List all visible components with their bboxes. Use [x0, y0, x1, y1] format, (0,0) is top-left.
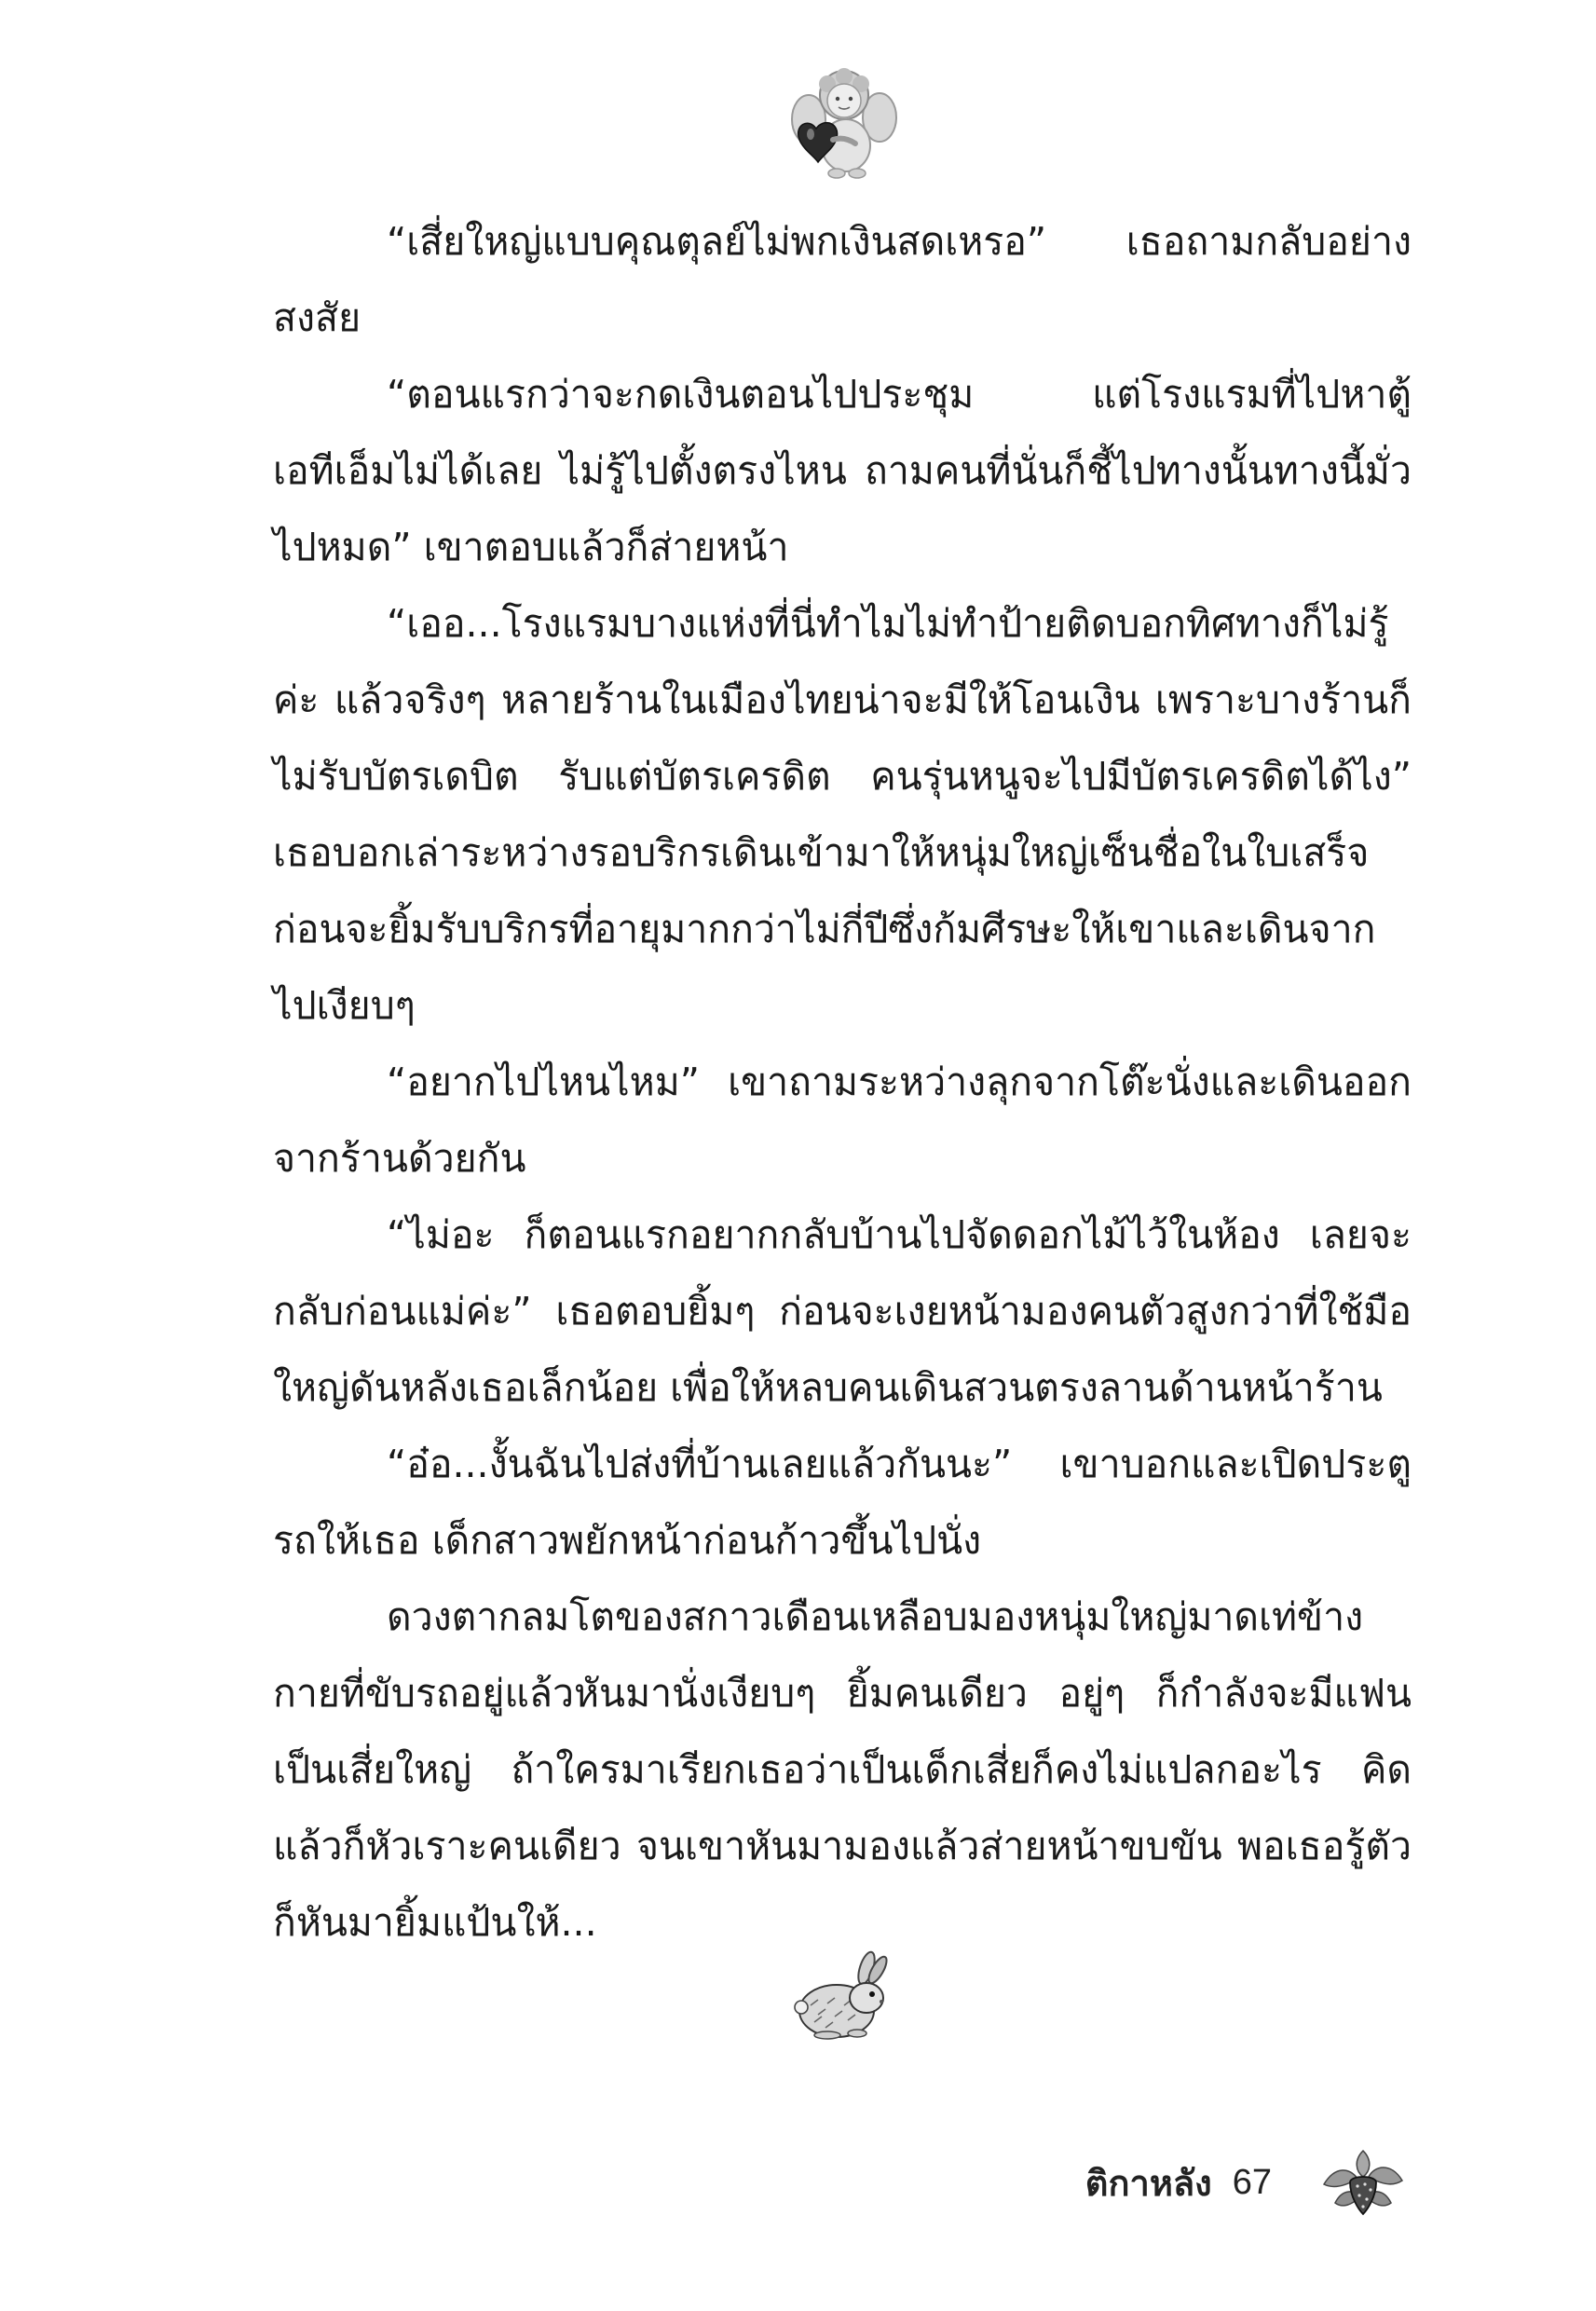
paragraph: “ตอนแรกว่าจะกดเงินตอนไปประชุม แต่โรงแรมที่ไปหาตู้เอทีเอ็มไม่ได้เลย ไม่รู้ไปตั้งตรงไหน ถามคนที่นั่นก็ชี้ไปทางนั้นทางนี้มั่วไปหมด” เขาตอบแล้วก็ส่ายหน้า [273, 372, 1412, 569]
cherub-heart-icon [788, 63, 900, 185]
strawberry-icon [1316, 2147, 1410, 2218]
paragraph: “ไม่อะ ก็ตอนแรกอยากกลับบ้านไปจัดดอกไม้ไว้ในห้อง เลยจะกลับก่อนแม่ค่ะ” เธอตอบยิ้มๆ ก่อนจะเงยหน้ามองคนตัวสูงกว่าที่ใช้มือใหญ่ดันหลังเธอเล็กน้อย เพื่อให้หลบคนเดินสวนตรงลานด้านหน้าร้าน [273, 1212, 1412, 1410]
page-number: 67 [1232, 2162, 1272, 2202]
book-title: ติกาหลัง [1084, 2162, 1212, 2204]
page-footer [1085, 2145, 1410, 2220]
rabbit-icon [790, 1949, 894, 2043]
paragraph: “เออ...โรงแรมบางแห่งที่นี่ทำไมไม่ทำป้ายติดบอกทิศทางก็ไม่รู้ค่ะ แล้วจริงๆ หลายร้านในเมืองไทยน่าจะมีให้โอนเงิน เพราะบางร้านก็ไม่รับบัตรเดบิต รับแต่บัตรเครดิต คนรุ่นหนูจะไปมีบัตรเครดิตได้ไง” เธอบอกเล่าระหว่างรอบริกรเดินเข้ามาให้หนุ่มใหญ่เซ็นชื่อในใบเสร็จ ก่อนจะยิ้มรับบริกรที่อายุมากกว่าไม่กี่ปีซึ่งก้มศีรษะให้เขาและเดินจากไปเงียบๆ [273, 601, 1412, 1028]
paragraph: “เสี่ยใหญ่แบบคุณตุลย์ไม่พกเงินสดเหรอ” เธอถามกลับอย่างสงสัย [273, 219, 1412, 340]
paragraph: “อยากไปไหนไหม” เขาถามระหว่างลุกจากโต๊ะนั่งและเดินออกจากร้านด้วยกัน [273, 1060, 1412, 1181]
paragraph: “อ๋อ...งั้นฉันไปส่งที่บ้านเลยแล้วกันนะ” เขาบอกและเปิดประตูรถให้เธอ เด็กสาวพยักหน้าก่อนก้าวขึ้นไปนั่ง [273, 1442, 1412, 1563]
paragraph: ดวงตากลมโตของสกาวเดือนเหลือบมองหนุ่มใหญ่มาดเท่ข้างกายที่ขับรถอยู่แล้วหันมานั่งเงียบๆ ยิ้มคนเดียว อยู่ๆ ก็กำลังจะมีแฟนเป็นเสี่ยใหญ่ ถ้าใครมาเรียกเธอว่าเป็นเด็กเสี่ยก็คงไม่แปลกอะไร คิดแล้วก็หัวเราะคนเดียว จนเขาหันมามองแล้วส่ายหน้าขบขัน พอเธอรู้ตัวก็หันมายิ้มแป้นให้... [273, 1594, 1412, 1945]
chapter-body [273, 203, 1412, 1961]
